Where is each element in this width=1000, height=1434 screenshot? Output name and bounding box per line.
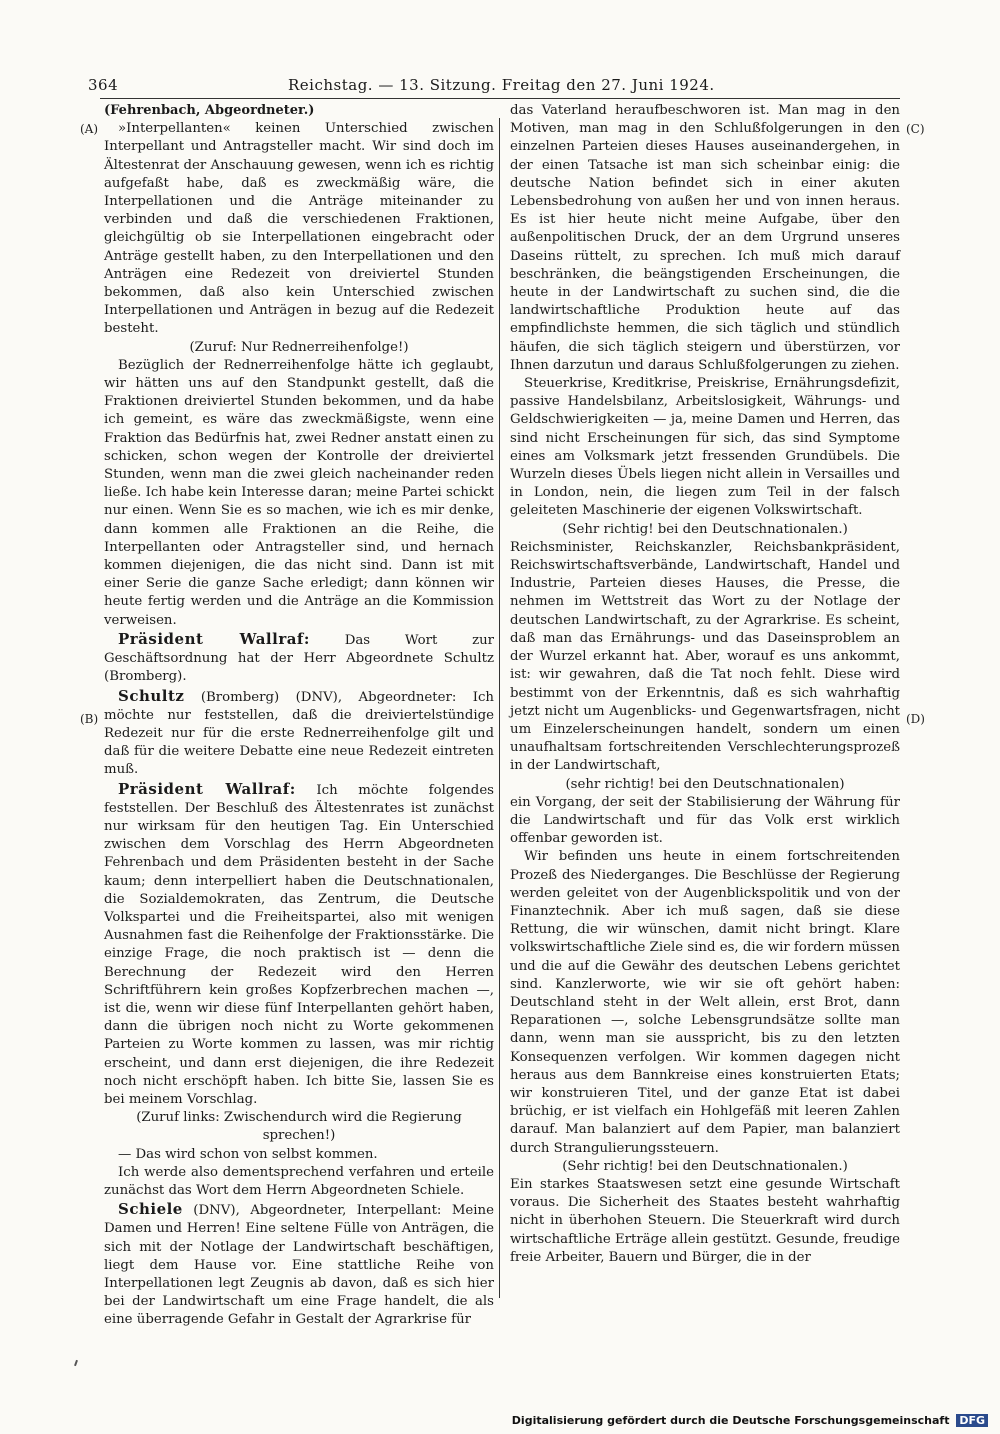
paragraph: Steuerkrise, Kreditkrise, Preiskrise, Ernährungsdefizit, passive Handelsbilanz, Arbeitslosigkeit, Währungs- und Geldschwierigkeiten — ja, meine Damen und Herren, das sind nicht Erscheinungen für sich, das sind Symptome eines am Volksmark jetzt fressenden Grundübels. Die Wurzeln dieses Übels liegen nicht allein in Versailles und in London, nein, die liegen zum Teil in der falsch geleiteten Maschinerie der eigenen Volkswirtschaft.: [510, 376, 900, 519]
speaker-name: Schiele: [118, 1200, 183, 1219]
paragraph: das Vaterland heraufbeschworen ist. Man mag in den Motiven, man mag in den Schlußfolgerungen in den einzelnen Parteien dieses Hauses auseinandergehen, in der einen Tatsache ist man sich scheinbar einig: die deutsche Nation befindet sich in einer akuten Lebensbedrohung von außen her und von innen heraus. Es ist hier heute nicht meine Aufgabe, über den außenpolitischen Druck, der an dem Urgrund unseres Daseins rüttelt, zu sprechen. Ich muß mich darauf beschränken, die beängstigenden Erscheinungen, die heute in der Landwirtschaft zu suchen sind, die die landwirtschaftliche Produktion heute auf das empfindlichste hemmen, die sich täglich und stündlich häufen, die sich täglich steigern und überstürzen, vor Ihnen darzutun und daraus Schlußfolgerungen zu ziehen.: [510, 103, 900, 373]
footer-text: Digitalisierung gefördert durch die Deutsche Forschungsgemeinschaft: [511, 1414, 950, 1427]
column-divider: [499, 118, 500, 1298]
scan-mark: [74, 1360, 78, 1366]
paragraph: Bezüglich der Rednerreihenfolge hätte ich geglaubt, wir hätten uns auf den Standpunkt gestellt, daß die Fraktionen dreiviertel Stunden bekommen, und da habe ich gemeint, es wäre das zweckmäßigste, wenn eine Fraktion das Bedürfnis hat, zwei Redner anstatt einen zu schicken, schon wegen der Kontrolle der dreiviertel Stunden, wenn man die zwei gleich nacheinander reden ließe. Ich habe kein Interesse daran; meine Partei schickt nur einen. Wenn Sie es so machen, wie ich es mir denke, dann kommen alle Fraktionen an die Reihe, die Interpellanten oder Antragsteller sind, und hernach kommen diejenigen, die das nicht sind. Dann ist mit einer Serie die ganze Sache erledigt; dann können wir heute fertig werden und die Anträge an die Kommission verweisen.: [104, 357, 494, 628]
speech-text: Ich möchte folgendes feststellen. Der Beschluß des Ältestenrates ist zunächst nur wirksam für den heutigen Tag. Ein Unterschied zwischen dem Vorschlag des Herrn Abgeordneten Fehrenbach und dem Präsidenten besteht in der Sache kaum; denn interpelliert haben die Deutschnationalen, die Sozialdemokraten, das Zentrum, die Deutsche Volkspartei und die Freiheitspartei, also mit wenigen Ausnahmen fast die Reihenfolge der Fraktionsstärke. Die einzige Frage, die noch praktisch ist — denn die Berechnung der Redezeit wird den Herren Schriftführern kein großes Kopfzerbrechen machen —, ist die, wenn wir diese fünf Interpellanten gehört haben, dann die übrigen noch nicht zu Worte gekommenen Parteien zu Worte kommen zu lassen, was mir richtig erscheint, und dann erst diejenigen, die ihre Redezeit noch nicht erschöpft haben. Ich bitte Sie, lassen Sie es bei meinem Vorschlag.: [104, 782, 495, 1107]
header-rule: [100, 98, 900, 99]
speaker-name: Schultz: [118, 686, 185, 705]
interjection: (Sehr richtig! bei den Deutschnationalen.): [562, 1158, 848, 1174]
speech-text: (Bromberg) (DNV), Abgeordneter: Ich möchte nur feststellen, daß die dreiviertelstündige Redezeit nur für die erste Rednerreihenfolge gilt und daß für die weitere Debatte eine neue Redezeit eintreten muß.: [104, 689, 494, 778]
paragraph: — Das wird schon von selbst kommen.: [118, 1146, 378, 1162]
paragraph: »Interpellanten« keinen Unterschied zwischen Interpellant und Antragsteller macht. Wir sind doch im Ältestenrat der Anschauung gewesen, wenn ich es richtig aufgefaßt habe, daß es zweckmäßig wäre, die Interpellationen und die Anträge miteinander zu verbinden und daß die verschiedenen Fraktionen, gleichgültig ob sie Interpellationen eingebracht oder Anträge gestellt haben, zu den Interpellationen und den Anträgen eine Redezeit von dreiviertel Stunden bekommen, daß also kein Unterschied zwischen Interpellationen und Anträgen in bezug auf die Redezeit besteht.: [104, 121, 494, 337]
paragraph: Wir befinden uns heute in einem fortschreitenden Prozeß des Niederganges. Die Beschlüsse der Regierung werden geleitet von der Augenblickspolitik und von der Finanztechnik. Aber ich muß sagen, daß sie diese Rettung, die wir wünschen, damit nicht bringt. Klare volkswirtschaftliche Ziele sind es, die wir fordern müssen und die auf die Gewähr des deutschen Lebens gerichtet sind. Kanzlerworte, wie wir sie oft gehört haben: Deutschland steht in der Welt allein, erst Brot, dann Reparationen —, solche Lebensgrundsätze sollte man dann, wenn man sie ausspricht, bis zu den letzten Konsequenzen verfolgen. Wir kommen dagegen nicht heraus aus dem Bannkreise eines konstruierten Etats; wir konstruieren Titel, und der ganze Etat ist dabei brüchig, er ist vielfach ein Hohlgefäß mit leeren Zahlen darauf. Man balanziert auf dem Papier, man balanziert durch Strangulierungssteuern.: [510, 849, 900, 1156]
interjection: (Zuruf: Nur Rednerreihenfolge!): [189, 339, 409, 355]
speech-paragraph: [104, 1200, 494, 1329]
interjection: (sehr richtig! bei den Deutschnationalen): [565, 776, 845, 792]
running-title: Reichstag. — 13. Sitzung. Freitag den 27. Juni 1924.: [288, 76, 715, 94]
margin-mark-b: (B): [80, 712, 99, 726]
interjection: (Zuruf links: Zwischendurch wird die Regierung sprechen!): [136, 1110, 462, 1144]
left-column: [104, 102, 495, 1328]
page-header: [88, 76, 716, 98]
speech-text: Das Wort zur Geschäftsordnung hat der Herr Abgeordnete Schultz (Bromberg).: [104, 632, 495, 685]
margin-mark-d: (D): [906, 712, 925, 726]
page-number: 364: [88, 76, 119, 94]
speaker-continuation-head: (Fehrenbach, Abgeordneter.): [104, 103, 315, 118]
speaker-name: Präsident Wallraf:: [118, 629, 310, 648]
speech-paragraph: [104, 780, 494, 1110]
interjection: (Sehr richtig! bei den Deutschnationalen.): [562, 521, 848, 537]
paragraph: Ich werde also dementsprechend verfahren und erteile zunächst das Wort dem Herrn Abgeordneten Schiele.: [104, 1164, 494, 1198]
paragraph: ein Vorgang, der seit der Stabilisierung der Währung für die Landwirtschaft und für das Volk erst wirklich offenbar geworden ist.: [510, 794, 900, 847]
speech-paragraph: [104, 687, 494, 780]
margin-mark-a: (A): [80, 122, 99, 136]
right-column: [510, 102, 900, 1302]
footer-credit: [512, 1414, 988, 1427]
paragraph: Ein starkes Staatswesen setzt eine gesunde Wirtschaft voraus. Die Sicherheit des Staates besteht wahrhaftig nicht in überhohen Steuern. Die Steuerkraft wird durch wirtschaftliche Erträge allein gestützt. Gesunde, freudige freie Arbeiter, Bauern und Bürger, die in der: [510, 1176, 901, 1265]
margin-mark-c: (C): [906, 122, 925, 136]
paragraph: Reichsminister, Reichskanzler, Reichsbankpräsident, Reichswirtschaftsverbände, Landwirtschaft, Handel und Industrie, Parteien dieses Hauses, die Presse, die nehmen im Wettstreit das Wort zu der Notlage der deutschen Landwirtschaft, zu der Agrarkrise. Es scheint, daß man das Ernährungs- und das Daseinsproblem an der Wurzel erkannt hat. Aber, worauf es uns ankommt, ist: wir gewahren, daß die Tat noch fehlt. Diese wird bestimmt von der Erkenntnis, daß es sich wahrhaftig jetzt nicht um Augenblicks- und Gegenwartsfragen, nicht um Einzelerscheinungen handelt, sondern um einen unaufhaltsam fortschreitenden Verschlechterungsprozeß in der Landwirtschaft,: [510, 539, 900, 774]
dfg-logo: DFG: [956, 1414, 988, 1427]
speech-paragraph: [104, 630, 494, 687]
speech-text: (DNV), Abgeordneter, Interpellant: Meine Damen und Herren! Eine seltene Fülle von Anträgen, die sich mit der Notlage der Landwirtschaft beschäftigen, liegt dem Hause vor. Eine stattliche Reihe von Interpellationen legt Zeugnis ab davon, daß es sich hier bei der Landwirtschaft um eine Frage handelt, die als eine überragende Gefahr in Gestalt der Agrarkrise für: [104, 1203, 494, 1328]
speaker-name: Präsident Wallraf:: [118, 779, 296, 798]
